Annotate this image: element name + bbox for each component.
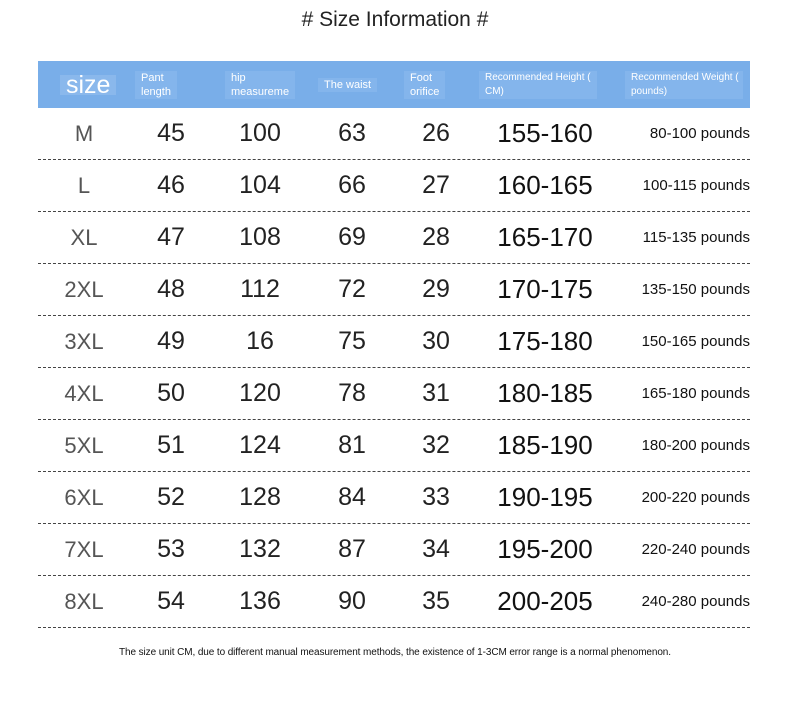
pant-length-cell: 48 [157,275,185,303]
hip-cell: 16 [246,327,274,355]
header-hip: hip measureme [225,61,315,108]
foot-orifice-cell: 27 [422,171,450,199]
hip-cell: 124 [239,431,281,459]
weight-cell: 220-240 pounds [641,541,750,558]
hip-cell: 112 [240,275,280,303]
pant-length-cell: 45 [157,119,185,147]
foot-orifice-cell: 28 [422,223,450,251]
hip-cell: 100 [239,119,281,147]
table-row [38,524,750,576]
waist-cell: 72 [338,275,366,303]
waist-cell: 81 [338,431,366,459]
size-cell: 7XL [64,536,104,562]
waist-cell: 84 [338,483,366,511]
size-cell: 4XL [64,380,104,406]
pant-length-cell: 54 [157,587,185,615]
weight-cell: 80-100 pounds [649,125,750,142]
waist-cell: 87 [338,535,366,563]
header-size: size [60,61,116,108]
size-cell: 8XL [64,588,104,614]
weight-cell: 165-180 pounds [641,385,750,402]
table-row [38,368,750,420]
waist-cell: 63 [338,119,366,147]
size-cell: 3XL [64,328,104,354]
size-cell: 6XL [64,484,104,510]
weight-cell: 240-280 pounds [641,593,750,610]
weight-cell: 135-150 pounds [641,281,750,298]
table-header [38,61,750,108]
size-table [38,61,750,628]
foot-orifice-cell: 31 [422,379,450,407]
waist-cell: 78 [338,379,366,407]
header-recommended-weight: Recommended Weight ( pounds) [625,61,750,108]
height-cell: 165-170 [497,222,593,252]
header-pant-length: Pant length [135,61,207,108]
foot-orifice-cell: 26 [422,119,450,147]
pant-length-cell: 49 [157,327,185,355]
height-cell: 200-205 [497,586,593,616]
pant-length-cell: 53 [157,535,185,563]
foot-orifice-cell: 33 [422,483,450,511]
table-row [38,160,750,212]
foot-orifice-cell: 34 [422,535,450,563]
height-cell: 175-180 [497,326,593,356]
height-cell: 170-175 [497,274,593,304]
height-cell: 180-185 [497,378,593,408]
table-row [38,316,750,368]
foot-orifice-cell: 35 [422,587,450,615]
table-row [38,576,750,628]
weight-cell: 150-165 pounds [641,333,750,350]
table-row [38,420,750,472]
weight-cell: 100-115 pounds [642,177,750,194]
hip-cell: 132 [239,535,281,563]
hip-cell: 104 [239,171,281,199]
footnote: The size unit CM, due to different manual measurement methods, the existence of 1-3CM error range is a normal phenomenon. [119,647,671,658]
table-row [38,212,750,264]
height-cell: 195-200 [497,534,593,564]
pant-length-cell: 47 [157,223,185,251]
height-cell: 185-190 [497,430,593,460]
pant-length-cell: 50 [157,379,185,407]
height-cell: 155-160 [497,118,593,148]
pant-length-cell: 52 [157,483,185,511]
size-cell: XL [70,224,98,250]
weight-cell: 115-135 pounds [642,229,750,246]
page-title: # Size Information # [301,8,489,31]
height-cell: 160-165 [497,170,593,200]
header-waist: The waist [318,61,396,108]
foot-orifice-cell: 32 [422,431,450,459]
weight-cell: 180-200 pounds [641,437,750,454]
waist-cell: 66 [338,171,366,199]
table-row [38,472,750,524]
hip-cell: 120 [239,379,281,407]
waist-cell: 75 [338,327,366,355]
waist-cell: 90 [338,587,366,615]
weight-cell: 200-220 pounds [641,489,750,506]
header-foot-orifice: Foot orifice [404,61,474,108]
foot-orifice-cell: 29 [422,275,450,303]
hip-cell: 108 [239,223,281,251]
foot-orifice-cell: 30 [422,327,450,355]
waist-cell: 69 [338,223,366,251]
hip-cell: 136 [239,587,281,615]
size-cell: L [77,172,91,198]
size-cell: 2XL [64,276,104,302]
height-cell: 190-195 [497,482,593,512]
pant-length-cell: 46 [157,171,185,199]
table-row [38,108,750,160]
hip-cell: 128 [239,483,281,511]
size-cell: 5XL [64,432,104,458]
table-row [38,264,750,316]
size-cell: M [74,120,94,146]
pant-length-cell: 51 [157,431,185,459]
header-recommended-height: Recommended Height ( CM) [479,61,619,108]
